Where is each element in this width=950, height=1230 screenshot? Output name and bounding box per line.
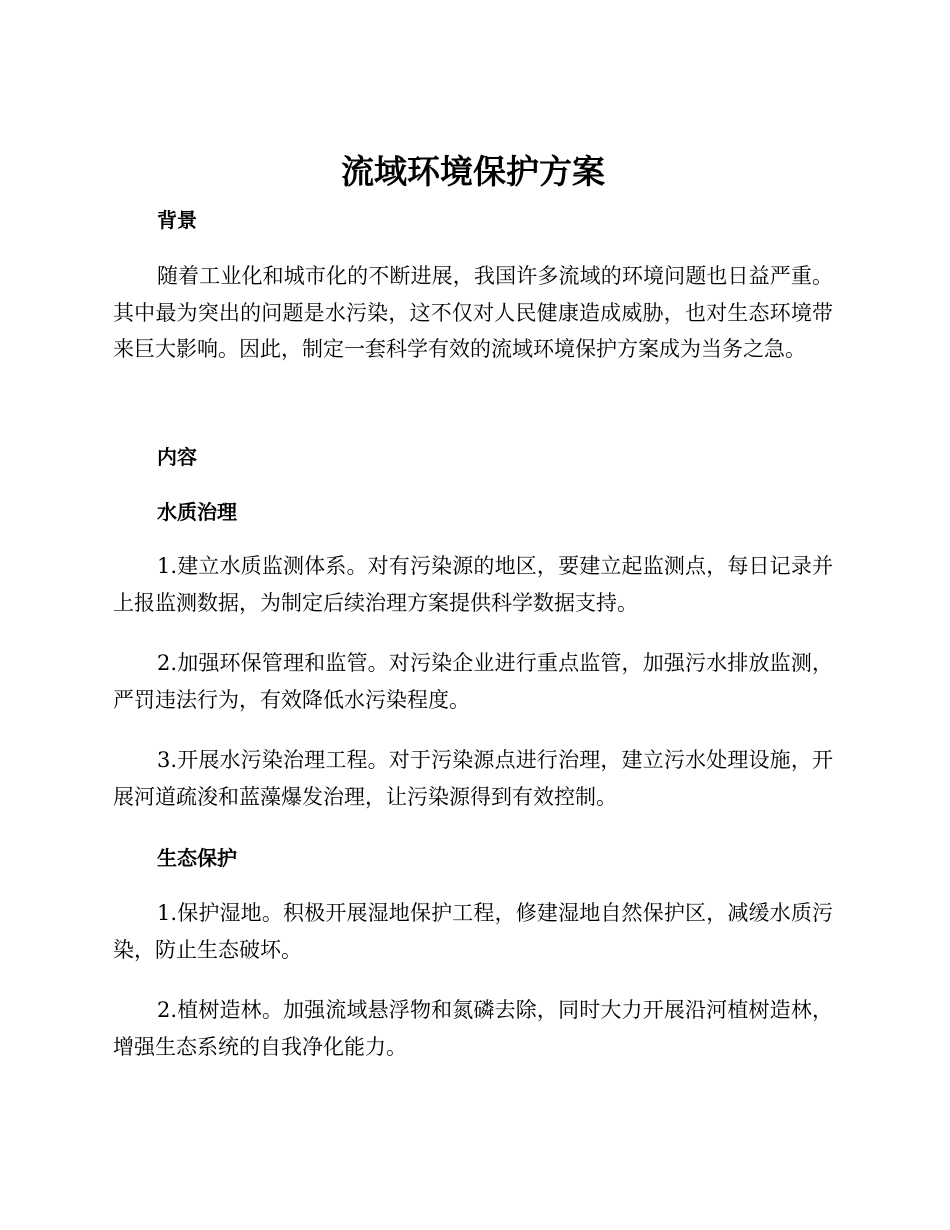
section-heading-content: 内容 [157,445,197,469]
water-item-1: 1.建立水质监测体系。对有污染源的地区，要建立起监测点，每日记录并上报监测数据，为制定后续治理方案提供科学数据支持。 [113,554,833,615]
subsection-heading-water-quality: 水质治理 [157,500,237,524]
eco-item-2: 2.植树造林。加强流域悬浮物和氮磷去除，同时大力开展沿河植树造林，增强生态系统的自我净化能力。 [113,998,833,1059]
water-item-2: 2.加强环保管理和监管。对污染企业进行重点监管，加强污水排放监测，严罚违法行为，有效降低水污染程度。 [113,651,833,712]
section-heading-background: 背景 [157,208,197,232]
document-title: 流域环境保护方案 [341,152,605,191]
background-paragraph: 随着工业化和城市化的不断进展，我国许多流域的环境问题也日益严重。其中最为突出的问题是水污染，这不仅对人民健康造成威胁，也对生态环境带来巨大影响。因此，制定一套科学有效的流域环境保护方案成为当务之急。 [113,264,833,361]
subsection-heading-ecology: 生态保护 [157,846,237,870]
eco-item-1: 1.保护湿地。积极开展湿地保护工程，修建湿地自然保护区，减缓水质污染，防止生态破坏。 [113,901,833,962]
water-item-3: 3.开展水污染治理工程。对于污染源点进行治理，建立污水处理设施，开展河道疏浚和蓝藻爆发治理，让污染源得到有效控制。 [113,748,833,809]
